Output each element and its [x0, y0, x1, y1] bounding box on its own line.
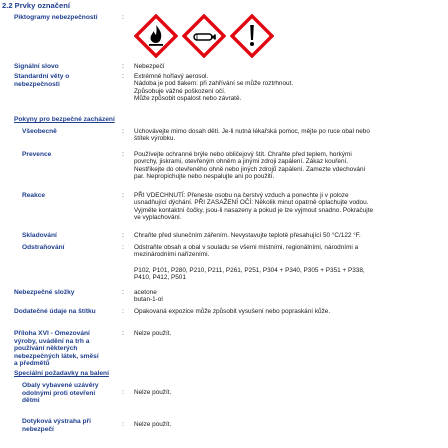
tactile-warning-label: Dotyková výstraha při nebezpečí [22, 418, 91, 433]
prevention-colon: : [122, 151, 124, 158]
hazardous-components-text: acetone butan-1-ol [134, 289, 163, 304]
gas-cylinder-icon [182, 14, 226, 58]
flame-pictogram-icon [134, 14, 178, 58]
storage-label: Skladování [22, 232, 57, 239]
hazard-statements-text: Extrémně hořlavý aerosol. Nádoba je pod tlakem: při zahřívání se může roztrhnout. Způsobuje vážné poškození očí. Může způsobit ospalost nebo závratě. [134, 73, 294, 102]
annex-xvii-text: Nelze použít. [134, 330, 172, 337]
child-resistant-colon: : [122, 389, 124, 396]
hazardous-components-label: Nebezpečné složky [14, 289, 75, 296]
supplemental-info-colon: : [122, 308, 124, 315]
prevention-text: Používejte ochranné brýle nebo obličejový štít. Chraňte před teplem, horkými povrchy, jiskrami, otevřeným ohněm a jinými zdroji zapálení. Zákaz kouření. Nestříkejte do otevřeného ohně nebo jiných zdrojů zapálení. Zamezte vdechování par. Nepropichujte nebo nespalujte ani po použití. [134, 151, 366, 180]
tactile-warning-text: Nelze použít. [134, 421, 172, 428]
annex-xvii-colon: : [122, 330, 124, 337]
general-text: Uchovávejte mimo dosah dětí. Je-li nutná lékařská pomoc, mějte po ruce obal nebo štítek výrobku. [134, 128, 370, 143]
general-colon: : [122, 128, 124, 135]
p-codes: P102, P101, P280, P210, P211, P261, P251, P304 + P340, P305 + P351 + P338, P410, P412, P501 [134, 267, 365, 282]
storage-text: Chraňte před slunečním zářením. Nevystavujte teplotě přesahující 50 °C/122 °F. [134, 232, 361, 239]
child-resistant-text: Nelze použít. [134, 389, 172, 396]
signal-word-value: Nebezpečí [134, 63, 165, 70]
precautionary-heading: Pokyny pro bezpečné zacházení [14, 116, 115, 123]
response-label: Reakce [22, 192, 46, 199]
pictograms-label: Piktogramy nebezpečnosti [14, 14, 98, 21]
section-title: 2.2 Prvky označení [2, 1, 70, 10]
disposal-colon: : [122, 244, 124, 251]
storage-colon: : [122, 232, 124, 239]
hazard-statements-colon: : [122, 73, 124, 80]
response-colon: : [122, 192, 124, 199]
signal-word-colon: : [122, 63, 124, 70]
general-label: Všeobecně [22, 128, 57, 135]
pictograms-colon: : [122, 14, 124, 21]
supplemental-info-text: Opakovaná expozice může způsobit vysušení nebo popraskání kůže. [134, 308, 331, 315]
response-text: PŘI VDECHNUTÍ: Přeneste osobu na čerstvý vzduch a ponechte ji v poloze usnadňující dýchání. PŘI ZASAŽENÍ OČÍ: Několik minut opatrně oplachujte vodou. Vyjměte kontaktní čočky, jsou-li nasazeny a pokud je lze vyjmout snadno. Pokračujte ve vyplachování. [134, 192, 374, 221]
hazard-statements-label: Standardní věty o nebezpečnosti [14, 73, 70, 88]
supplemental-info-label: Dodatečné údaje na štítku [14, 308, 96, 315]
annex-xvii-label: Příloha XVI - Omezování výroby, uvádění na trh a používání některých nebezpečných látek, směsí a předmětů [14, 330, 99, 368]
special-packaging-heading: Speciální požadavky na balení [14, 370, 109, 377]
hazardous-components-colon: : [122, 289, 124, 296]
tactile-warning-colon: : [122, 421, 124, 428]
signal-word-label: Signální slovo [14, 63, 59, 70]
exclamation-mark-icon [230, 14, 274, 58]
disposal-text: Odstraňte obsah a obal v souladu se všemi místními, regionálními, národními a mezinárodními nařízeními. [134, 244, 359, 259]
child-resistant-label: Obaly vybavené uzávěry odolnými proti otevření dětmi [22, 382, 99, 405]
disposal-label: Odstraňování [22, 244, 65, 251]
prevention-label: Prevence [22, 151, 52, 158]
pictogram-row [134, 14, 274, 56]
